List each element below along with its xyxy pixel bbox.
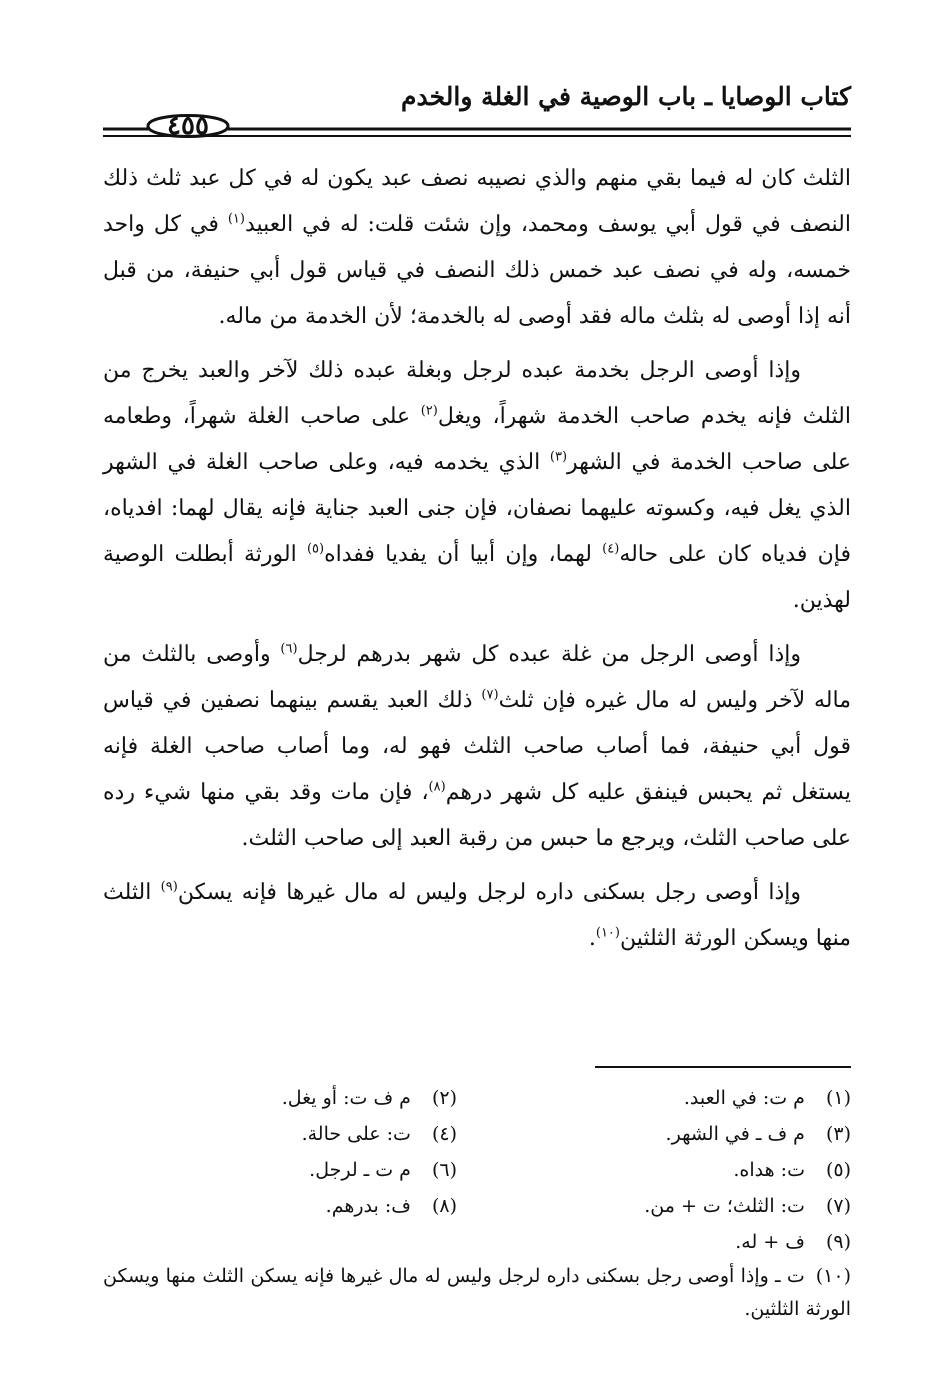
footnote-ref: (١٠) [595, 925, 620, 941]
footnote-ref: (٢) [420, 403, 438, 419]
footnote-number: (٢) [431, 1087, 457, 1109]
footnote-grid [103, 1080, 851, 1260]
footnote-text: م ف ت: أو يغل. [281, 1087, 411, 1109]
footnote-text: ف: بدرهم. [325, 1195, 411, 1217]
footnote-ref: (٨) [428, 779, 446, 795]
paragraph-text: على صاحب الغلة شهراً، وطعامه على صاحب الخدمة في الشهر [103, 404, 851, 475]
footnote-ref: (١) [227, 211, 245, 227]
footnote-number: (١) [825, 1087, 851, 1109]
paragraph-text: الورثة أبطلت الوصية لهذين. [103, 542, 851, 613]
paragraph-text: الثلث منها ويسكن الورثة الثلثين [103, 880, 851, 951]
footnote-number: (٥) [825, 1159, 851, 1181]
footnote-number: (٩) [825, 1231, 851, 1253]
footnote-ref: (٣) [549, 449, 568, 465]
paragraph-text: لهما، وإن أبيا أن يفديا ففداه [324, 542, 603, 567]
footnote-text: م ت ـ لرجل. [309, 1159, 411, 1181]
footnote-10 [103, 1260, 851, 1326]
footnote-7 [497, 1188, 851, 1224]
paragraph-text: وأوصى بالثلث من ماله لآخر وليس له مال غيره فإن ثلث [103, 642, 852, 713]
main-text [103, 156, 851, 970]
paragraph-text: الثلث كان له فيما بقي منهم والذي نصيبه نصف عبد يكون له في كل عبد ثلث ذلك النصف في قول أبي يوسف ومحمد، وإن شئت قلت: له في العبيد [103, 166, 851, 237]
page-number: ٤٥٥ [167, 111, 209, 141]
footnote-text: ت ـ وإذا أوصى رجل بسكنى داره لرجل وليس له مال غيرها فإنه يسكن الثلث منها ويسكن الورثة الثلثين. [103, 1265, 851, 1320]
footnote-3 [497, 1116, 851, 1152]
footnote-number: (٣) [825, 1123, 851, 1145]
paragraph-3 [103, 632, 851, 862]
paragraph-4 [103, 870, 851, 962]
footnote-text: ت: الثلث؛ ت + من. [644, 1195, 805, 1217]
paragraph-1 [103, 156, 851, 340]
footnote-number: (٤) [431, 1123, 457, 1145]
footnote-text: ت: هداه. [733, 1159, 805, 1181]
paragraph-text: الذي يخدمه فيه، وعلى صاحب الغلة في الشهر الذي يغل فيه، وكسوته عليهما نصفان، فإن جنى العبد جناية فإنه يقال لهما: افدياه، فإن فدياه كان على حاله [103, 450, 851, 567]
footnote-5 [497, 1152, 851, 1188]
footnote-ref: (٦) [280, 641, 298, 657]
footnote-8 [103, 1188, 457, 1224]
footnote-text: م ت: في العبد. [683, 1087, 805, 1109]
paragraph-text: في كل واحد خمسه، وله في نصف عبد خمس ذلك النصف في قياس قول أبي حنيفة، من قبل أنه إذا أوصى له بثلث ماله فقد أوصى له بالخدمة؛ لأن الخدمة من ماله. [103, 212, 851, 329]
running-header-title: كتاب الوصايا ـ باب الوصية في الغلة والخدم [401, 82, 851, 111]
paragraph-text: وإذا أوصى الرجل بخدمة عبده لرجل وبغلة عبده ذلك لآخر والعبد يخرج من الثلث فإنه يخدم صاحب الخدمة شهراً، ويغل [103, 358, 852, 429]
footnote-ref: (٤) [602, 541, 620, 557]
paragraph-text: وإذا أوصى رجل بسكنى داره لرجل وليس له مال غيرها فإنه يسكن [177, 880, 801, 905]
paragraph-text: . [588, 926, 596, 951]
paragraph-text: ذلك العبد يقسم بينهما نصفين في قياس قول أبي حنيفة، فما أصاب صاحب الثلث فهو له، وما أصاب صاحب الغلة فإنه يستغل ثم يحبس فينفق عليه كل شهر درهم [103, 688, 852, 805]
footnote-ref: (٩) [160, 879, 178, 895]
footnote-number: (٧) [825, 1195, 851, 1217]
footnote-number: (١٠) [815, 1265, 851, 1287]
footnotes [103, 1080, 851, 1326]
footnote-6 [103, 1152, 457, 1188]
footnote-text: ت: على حالة. [301, 1123, 411, 1145]
paragraph-2 [103, 348, 851, 624]
footnote-4 [103, 1116, 457, 1152]
footnote-ref: (٥) [306, 541, 325, 557]
footnote-9 [497, 1224, 851, 1260]
footnote-separator [595, 1066, 851, 1068]
footnote-number: (٦) [431, 1159, 457, 1181]
footnote-text: م ف ـ في الشهر. [665, 1123, 805, 1145]
footnote-number: (٨) [431, 1195, 457, 1217]
footnote-ref: (٧) [481, 687, 499, 703]
footnote-1 [497, 1080, 851, 1116]
footnote-2 [103, 1080, 457, 1116]
paragraph-text: ، فإن مات وقد بقي منها شيء رده على صاحب الثلث، ويرجع ما حبس من رقبة العبد إلى صاحب الثلث. [103, 780, 851, 851]
footnote-text: ف + له. [735, 1231, 805, 1253]
paragraph-text: وإذا أوصى الرجل من غلة عبده كل شهر بدرهم لرجل [297, 642, 801, 667]
